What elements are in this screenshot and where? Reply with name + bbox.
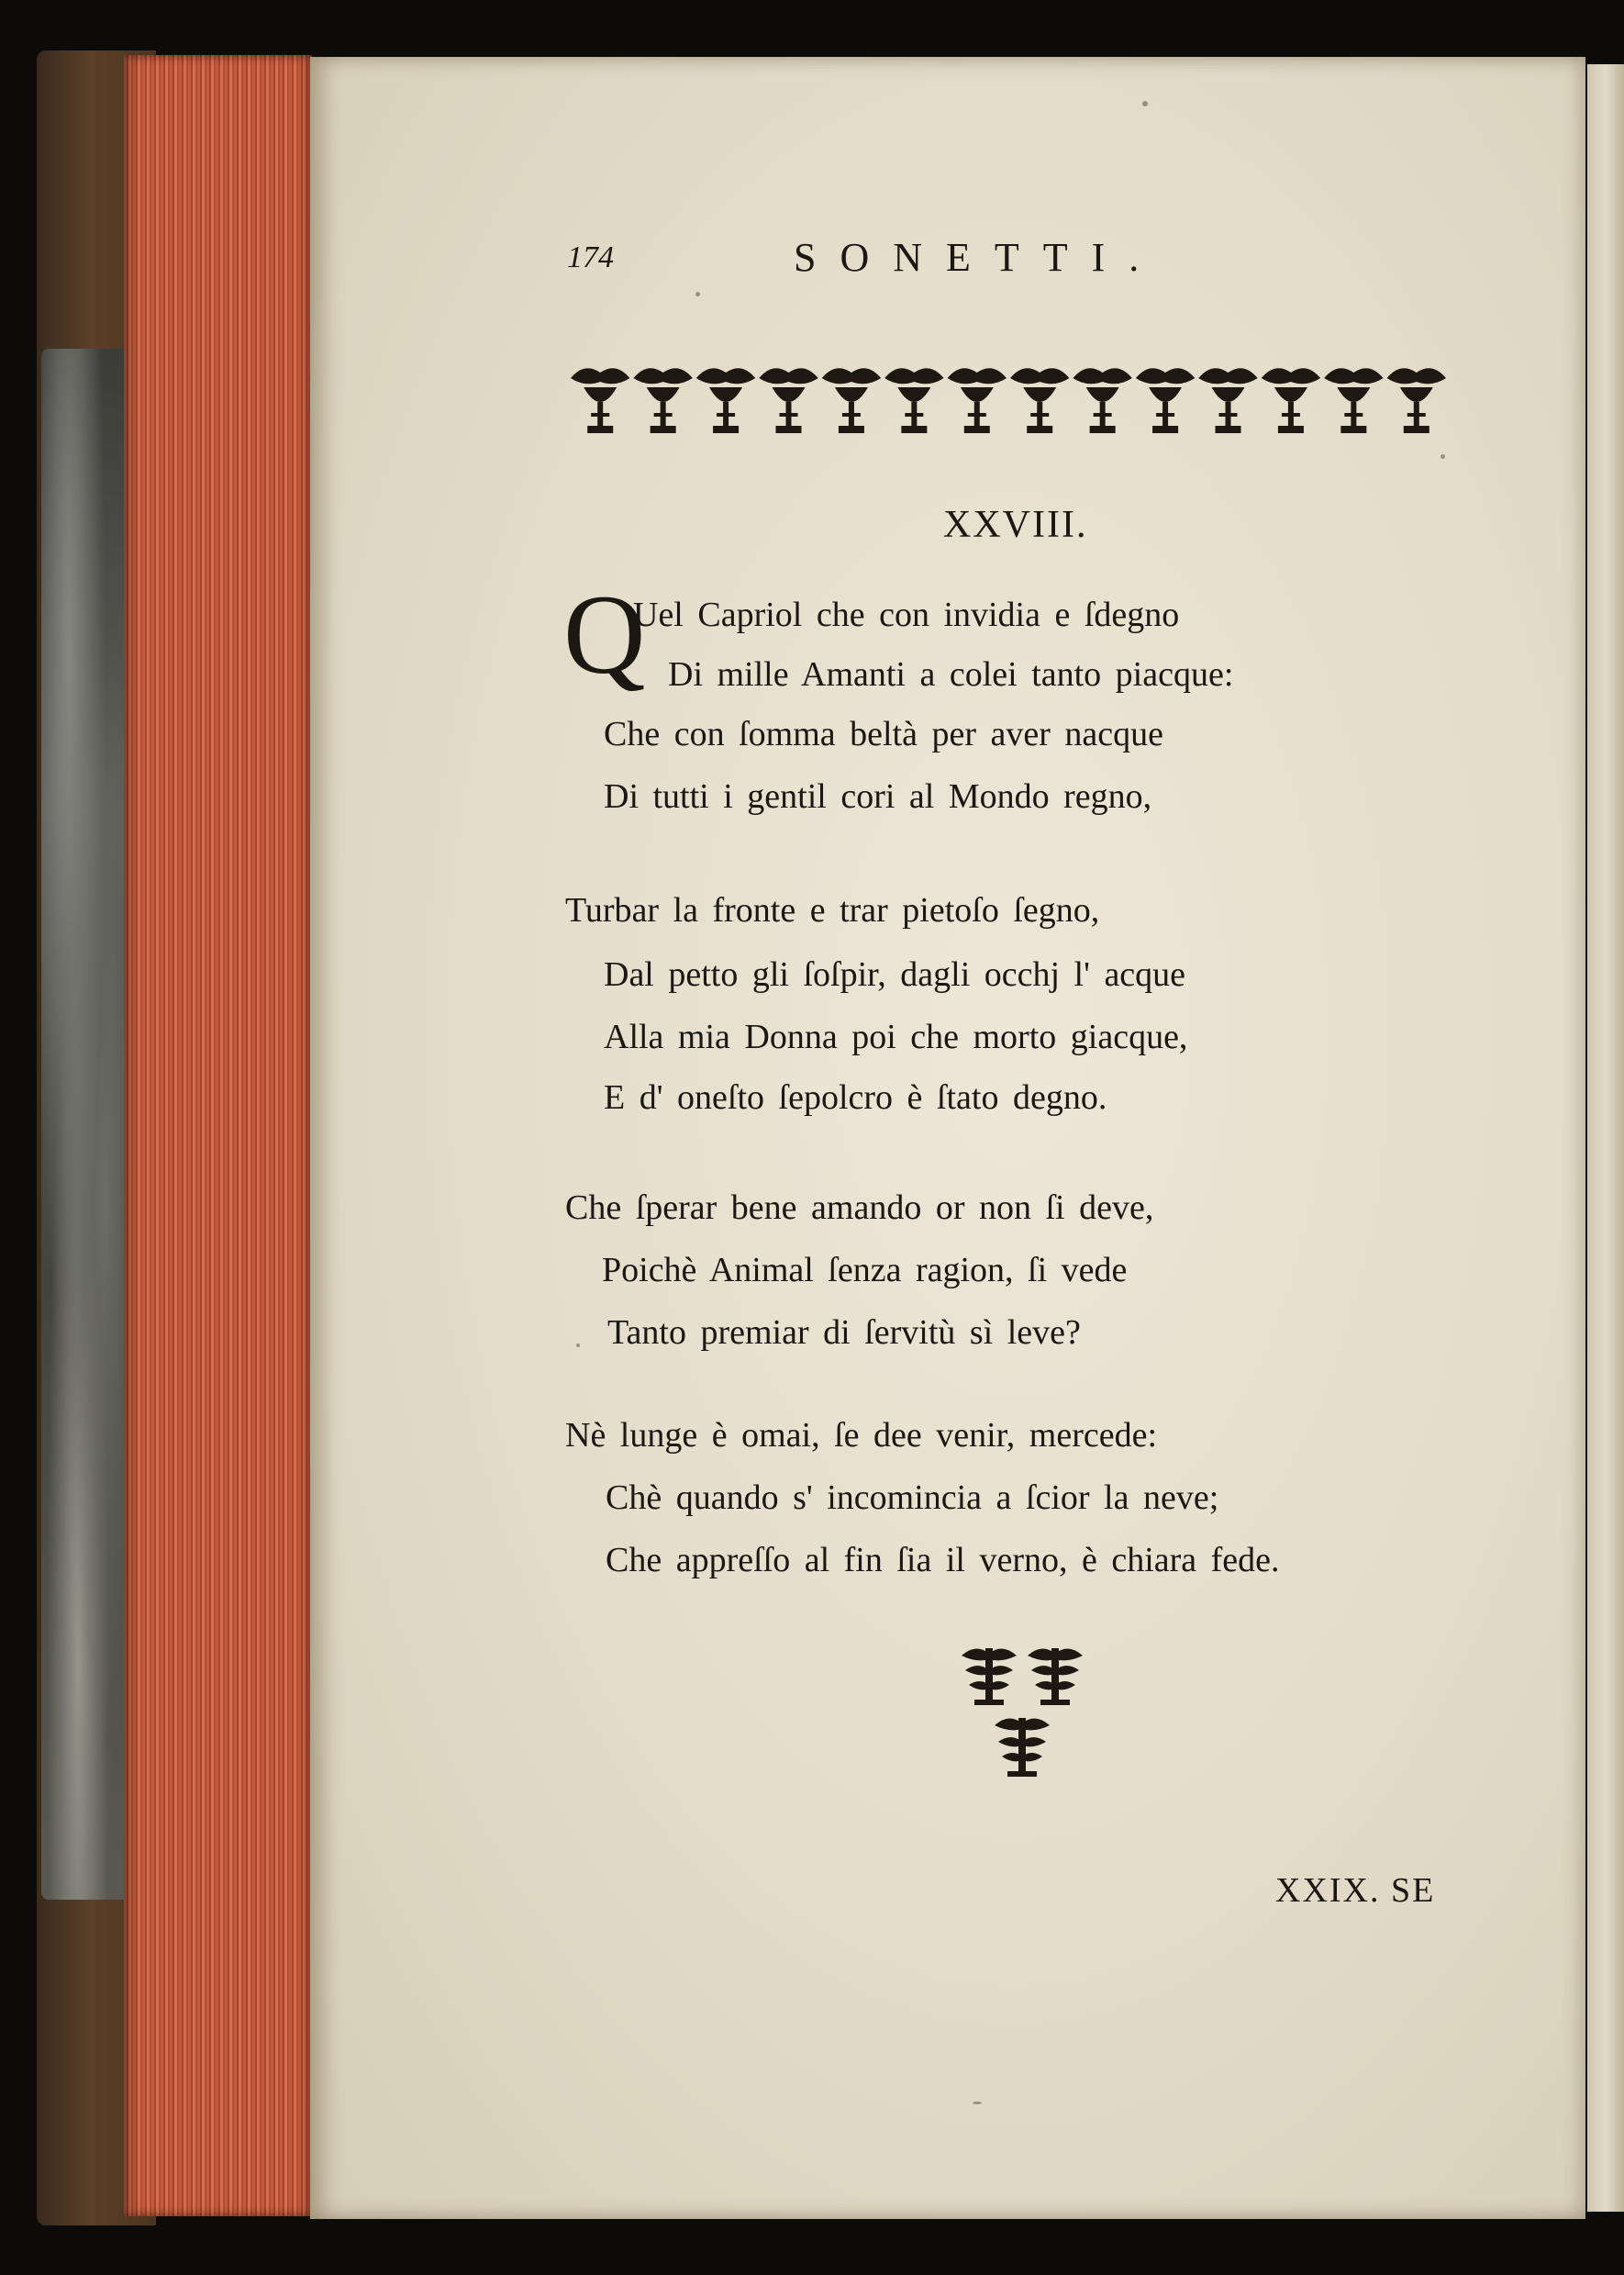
ornament-urn <box>1324 368 1383 433</box>
running-head-text: SONETTI. <box>794 235 1163 280</box>
ornament-urn <box>1198 368 1257 433</box>
verse-line: Nè lunge è omai, ſe dee venir, mercede: <box>565 1416 1158 1455</box>
speck <box>695 292 700 296</box>
verse-line: Che ſperar bene amando or non ſi deve, <box>565 1188 1154 1227</box>
catchword: XXIX. SE <box>1275 1871 1436 1910</box>
red-page-edges <box>124 55 312 2216</box>
tailpiece-leaf-left <box>962 1648 1017 1705</box>
running-head-title <box>794 234 1162 281</box>
ornament-urn <box>884 368 943 433</box>
speck <box>973 2102 982 2104</box>
verse-line: Uel Capriol che con invidia e ſdegno <box>633 596 1180 634</box>
ornament-urn <box>948 368 1007 433</box>
verse-line: Tanto premiar di ſervitù sì leve? <box>607 1313 1081 1352</box>
speck <box>1440 454 1445 459</box>
ornamental-tailpiece <box>958 1643 1086 1780</box>
ornament-urn <box>1136 368 1195 433</box>
drop-cap: Q <box>563 572 646 697</box>
ornament-urn <box>1262 368 1320 433</box>
tailpiece-leaf-right <box>1028 1648 1083 1705</box>
verse-line: Alla mia Donna poi che morto giacque, <box>604 1018 1188 1056</box>
verse-line: Che con ſomma beltà per aver nacque <box>604 715 1163 753</box>
poem-number: XXVIII. <box>943 504 1088 546</box>
ornament-urn <box>1387 368 1446 433</box>
ornamental-headpiece <box>569 360 1448 437</box>
verse-line: Di mille Amanti a colei tanto piacque: <box>668 655 1234 694</box>
verse-line: Di tutti i gentil cori al Mondo regno, <box>604 777 1152 816</box>
ornament-urn <box>759 368 818 433</box>
ornament-urn <box>1073 368 1131 433</box>
ornament-urn <box>1010 368 1069 433</box>
ornament-urn <box>633 368 692 433</box>
verse-line: Poichè Animal ſenza ragion, ſi vede <box>602 1251 1128 1289</box>
verse-line: Dal petto gli ſoſpir, dagli occhj l' acque <box>604 955 1186 994</box>
ornament-urn <box>571 368 629 433</box>
ornament-urn <box>822 368 881 433</box>
speck <box>1142 101 1148 106</box>
facing-page-edge <box>1587 64 1624 2212</box>
verse-line: Turbar la fronte e trar pietoſo ſegno, <box>565 891 1100 930</box>
ornament-urn <box>696 368 755 433</box>
tailpiece-leaf-bottom <box>995 1718 1050 1777</box>
marbled-board <box>41 349 133 1900</box>
page-number: 174 <box>567 240 614 274</box>
verse-line: Che appreſſo al fin ſia il verno, è chiara fede. <box>606 1541 1280 1579</box>
verse-line: Chè quando s' incomincia a ſcior la neve; <box>606 1478 1219 1517</box>
verse-line: E d' oneſto ſepolcro è ſtato degno. <box>604 1078 1107 1117</box>
speck <box>576 1344 580 1347</box>
